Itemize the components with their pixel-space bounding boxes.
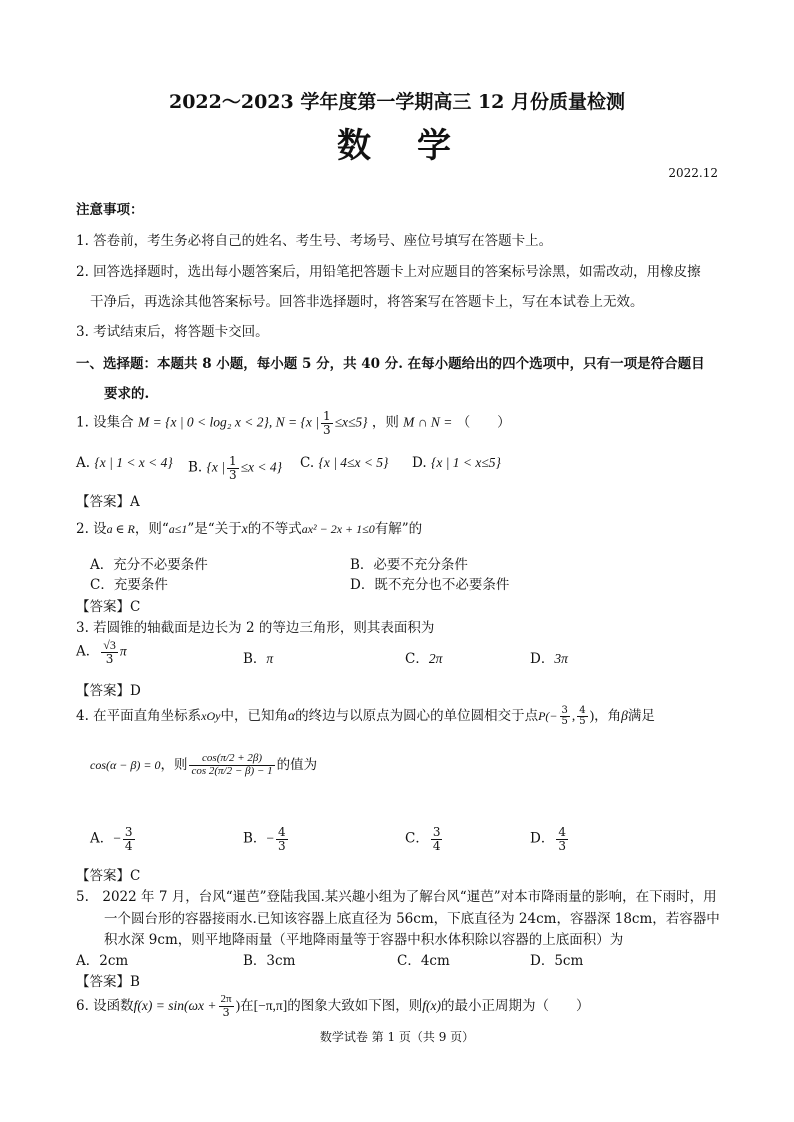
section-heading-a: 一、选择题：本题共 8 小题，每小题 5 分，共 40 分. 在每小题给出的四个选项中，只有一项是符合题目	[76, 356, 705, 372]
q4-option-a: A．− $\frac{3}{4}$	[90, 825, 133, 853]
q1-answer: 【答案】A	[76, 494, 140, 510]
notice-item-1: 1. 答卷前，考生务必将自己的姓名、考生号、考场号、座位号填写在答题卡上。	[76, 233, 553, 249]
q4-option-c: C． $\frac{3}{4}$	[405, 825, 441, 853]
question-5-line2: 一个圆台形的容器接雨水.已知该容器上底直径为 56cm，下底直径为 24cm，容器深 18cm，若容器中	[104, 911, 720, 927]
exam-date: 2022.12	[668, 166, 718, 180]
q1-paren: （ ）	[456, 414, 511, 431]
q1-option-a: A. {x | 1 < x < 4}	[76, 455, 173, 471]
question-4-stem-line1: 4. 在平面直角坐标系xOy中，已知角α的终边与以原点为圆心的单位圆相交于点P(− $\frac{3}{5}$ , $\frac{4}{5}$ )，角β满足	[76, 704, 655, 727]
q2-option-b: B．必要不充分条件	[350, 557, 468, 573]
q5-answer: 【答案】B	[76, 974, 140, 990]
question-2-stem: 2. 设a ∈ R，则“a≤1”是“关于x的不等式ax² − 2x + 1≤0有解”的	[76, 521, 423, 537]
question-1-stem	[76, 410, 511, 436]
section-heading-b: 要求的.	[104, 386, 150, 402]
q1-option-d: D. {x | 1 < x≤5}	[412, 455, 501, 471]
notice-item-3: 3. 考试结束后，将答题卡交回。	[76, 324, 269, 340]
q1-fraction: $\frac{1}{3}$	[322, 409, 331, 437]
q1-n-tail: ≤x≤5}	[334, 414, 368, 430]
q1-option-b: B. {x | $\frac{1}{3}$ ≤x < 4}	[188, 454, 283, 482]
notice-heading: 注意事项：	[76, 202, 144, 218]
subject-title: 数 学	[337, 126, 457, 166]
question-5-line3: 积水深 9cm，则平地降雨量（平地降雨量等于容器中积水体积除以容器的上底面积）为	[104, 932, 624, 948]
q4-option-d: D． $\frac{4}{3}$	[530, 825, 566, 853]
q3-option-c: C．2π	[405, 651, 443, 667]
q2-answer: 【答案】C	[76, 599, 141, 615]
q5-option-c: C．4cm	[397, 953, 450, 969]
q5-option-a: A．2cm	[76, 953, 129, 969]
q3-option-b: B．π	[243, 651, 274, 667]
page-footer: 数学试卷 第 1 页（共 9 页）	[319, 1030, 475, 1044]
q1-intersect: M ∩ N =	[403, 414, 453, 430]
q1-mid: ，则	[371, 414, 399, 431]
q5-option-b: B．3cm	[243, 953, 296, 969]
q2-option-c: C．充要条件	[90, 577, 168, 593]
q2-option-d: D．既不充分也不必要条件	[350, 577, 510, 593]
q3-answer: 【答案】D	[76, 683, 141, 699]
q3-option-d: D．3π	[530, 651, 568, 667]
q1-m-set: M = {x | 0 < log₂ x < 2}, N = {x |	[137, 414, 319, 430]
question-6-stem: 6. 设函数f(x) = sin(ωx + $\frac{2\pi}{3}$ )在[−π,π]的图象大致如下图，则f(x)的最小正周期为（ ）	[76, 993, 590, 1019]
q2-option-a: A．充分不必要条件	[90, 557, 208, 573]
question-3-stem: 3. 若圆锥的轴截面是边长为 2 的等边三角形，则其表面积为	[76, 620, 435, 636]
q3-option-a: A． $\frac{√3}{3}$ π	[76, 638, 127, 666]
exam-title: 2022～2023 学年度第一学期高三 12 月份质量检测	[168, 91, 626, 113]
q5-option-d: D．5cm	[530, 953, 584, 969]
q1-option-c: C. {x | 4≤x < 5}	[300, 455, 389, 471]
q1-prefix: 1. 设集合	[76, 414, 134, 431]
notice-item-2a: 2. 回答选择题时，选出每小题答案后，用铅笔把答题卡上对应题目的答案标号涂黑，如需改动，用橡皮擦	[76, 264, 701, 280]
notice-item-2b: 干净后，再选涂其他答案标号。回答非选择题时，将答案写在答题卡上，写在本试卷上无效。	[90, 294, 644, 310]
question-5-line1: 5. 2022 年 7 月，台风“暹芭”登陆我国.某兴趣小组为了解台风“暹芭”对本市降雨量的影响，在下雨时，用	[76, 889, 717, 905]
question-4-stem-line2: cos(α − β) = 0，则 $\frac{\cos(\pi/2 + 2\beta)}{\cos 2(\pi/2 - \beta) - 1}$ 的值为	[90, 752, 318, 777]
q4-option-b: B．− $\frac{4}{3}$	[243, 825, 286, 853]
q4-answer: 【答案】C	[76, 868, 141, 884]
